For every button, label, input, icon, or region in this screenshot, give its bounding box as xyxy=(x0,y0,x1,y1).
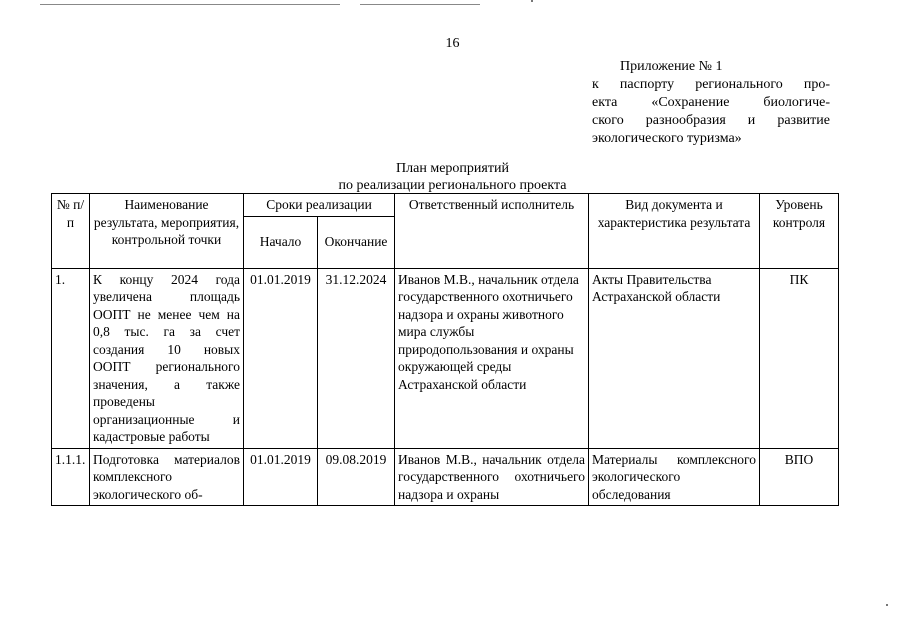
cell-end: 31.12.2024 xyxy=(318,268,395,448)
cell-name: К концу 2024 года увеличена площадь ООПТ не менее чем на 0,8 тыс. га за счет создания 10 новых ООПТ регионального значения, а также проведены организационные и кадастровые работы xyxy=(90,268,244,448)
scan-artifact-dot xyxy=(886,604,888,606)
header-terms: Сроки реализации xyxy=(244,194,395,217)
cell-start: 01.01.2019 xyxy=(244,268,318,448)
header-doc: Вид документа и характеристика результата xyxy=(589,194,760,269)
scan-artifact-line xyxy=(40,4,340,5)
cell-end: 09.08.2019 xyxy=(318,448,395,506)
cell-start: 01.01.2019 xyxy=(244,448,318,506)
cell-responsible: Иванов М.В., начальник отдела государственного охотничьего надзора и охраны xyxy=(395,448,589,506)
table-row xyxy=(52,448,839,506)
document-title xyxy=(0,160,905,194)
cell-level: ВПО xyxy=(760,448,839,506)
header-num: № п/п xyxy=(52,194,90,269)
scan-artifact-dot xyxy=(531,0,533,2)
appendix-block xyxy=(592,58,830,148)
appendix-title: Приложение № 1 xyxy=(620,59,723,74)
appendix-line: экологического туризма» xyxy=(592,131,742,146)
title-line: по реализации регионального проекта xyxy=(338,178,567,193)
header-name: Наименование результата, мероприятия, контрольной точки xyxy=(90,194,244,269)
appendix-line: ского разнообразия и развитие xyxy=(592,113,830,128)
cell-name: Подготовка материалов комплексного экологического об- xyxy=(90,448,244,506)
plan-table xyxy=(51,193,839,506)
scan-artifact-line xyxy=(360,4,480,5)
cell-responsible: Иванов М.В., начальник отдела государственного охотничьего надзора и охраны животного мира службы природопользования и охраны окружающей среды Астраханской области xyxy=(395,268,589,448)
appendix-line: екта «Сохранение биологиче- xyxy=(592,95,830,110)
header-responsible: Ответственный исполнитель xyxy=(395,194,589,269)
cell-num: 1. xyxy=(52,268,90,448)
header-start: Начало xyxy=(244,216,318,268)
appendix-line: к паспорту регионального про- xyxy=(592,77,830,92)
cell-num: 1.1.1. xyxy=(52,448,90,506)
cell-doc: Акты Правительства Астраханской области xyxy=(589,268,760,448)
header-level: Уровень контроля xyxy=(760,194,839,269)
cell-level: ПК xyxy=(760,268,839,448)
header-row xyxy=(52,194,839,217)
header-end: Окончание xyxy=(318,216,395,268)
table-row xyxy=(52,268,839,448)
title-line: План мероприятий xyxy=(396,161,509,176)
page-number: 16 xyxy=(445,36,460,51)
cell-doc: Материалы комплексного экологического обследования xyxy=(589,448,760,506)
